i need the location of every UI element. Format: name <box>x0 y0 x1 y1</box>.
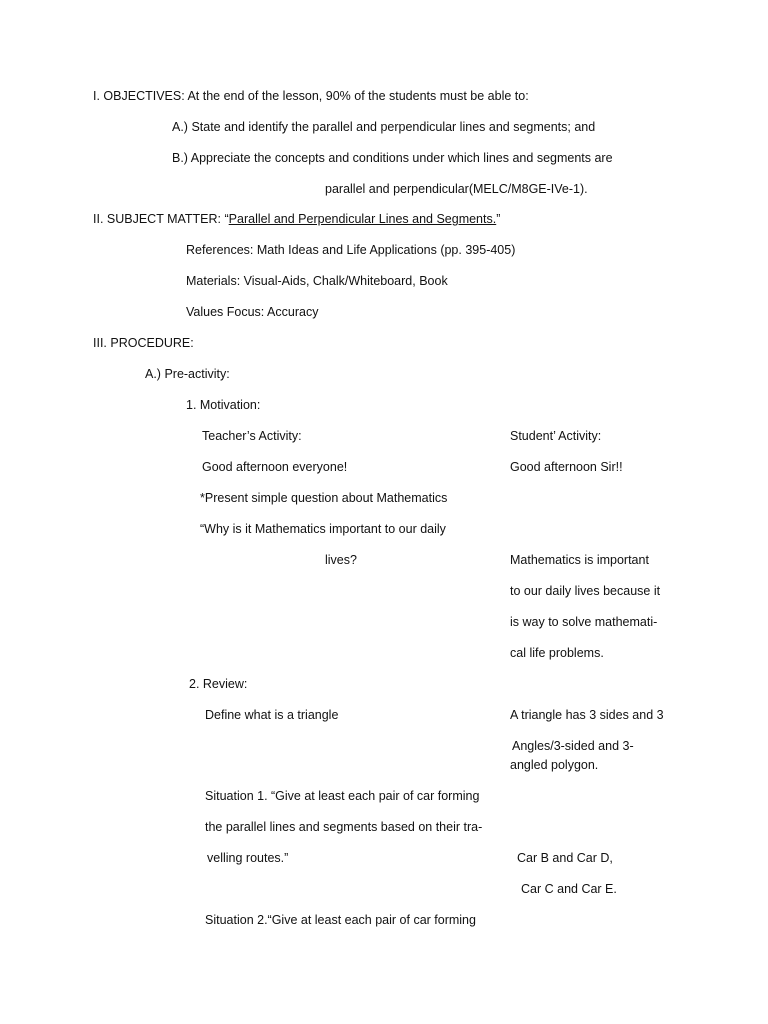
subject-matter-prefix: II. SUBJECT MATTER: “ <box>93 212 229 226</box>
teacher-present-question: *Present simple question about Mathematics <box>200 491 448 505</box>
student-answer-line: cal life problems. <box>510 646 604 660</box>
subject-matter-title: Parallel and Perpendicular Lines and Segments. <box>228 212 497 226</box>
student-answer-line: to our daily lives because it <box>510 584 661 598</box>
materials-line: Materials: Visual-Aids, Chalk/Whiteboard, Book <box>186 274 448 288</box>
situation1-line: velling routes.” <box>207 851 289 865</box>
situation1-line: Situation 1. “Give at least each pair of car forming <box>205 789 480 803</box>
teacher-define-triangle: Define what is a triangle <box>205 708 339 722</box>
student-triangle-answer-line: Angles/3-sided and 3- <box>512 739 634 753</box>
subject-matter-heading <box>93 211 500 227</box>
pre-activity-heading: A.) Pre-activity: <box>145 367 230 381</box>
values-focus-line: Values Focus: Accuracy <box>186 305 319 319</box>
situation2-line: Situation 2.“Give at least each pair of car forming <box>205 913 476 927</box>
student-greeting: Good afternoon Sir!! <box>510 460 623 474</box>
references-line: References: Math Ideas and Life Applications (pp. 395-405) <box>186 243 516 257</box>
objective-a: A.) State and identify the parallel and perpendicular lines and segments; and <box>172 120 596 134</box>
situation1-line: the parallel lines and segments based on their tra- <box>205 820 483 834</box>
review-heading: 2. Review: <box>189 677 248 691</box>
objective-b-line2: parallel and perpendicular(MELC/M8GE-IVe-1). <box>325 182 588 196</box>
teacher-greeting: Good afternoon everyone! <box>202 460 348 474</box>
situation1-answer-line: Car C and Car E. <box>521 882 617 896</box>
teacher-question-line1: “Why is it Mathematics important to our daily <box>200 522 446 536</box>
teacher-question-line2: lives? <box>325 553 357 567</box>
procedure-heading: III. PROCEDURE: <box>93 336 194 350</box>
student-activity-header: Student’ Activity: <box>510 429 602 443</box>
motivation-heading: 1. Motivation: <box>186 398 261 412</box>
objectives-heading: I. OBJECTIVES: At the end of the lesson, 90% of the students must be able to: <box>93 89 529 103</box>
student-triangle-answer-line: angled polygon. <box>510 758 599 772</box>
situation1-answer-line: Car B and Car D, <box>517 851 613 865</box>
student-answer-line: Mathematics is important <box>510 553 649 567</box>
teacher-activity-header: Teacher’s Activity: <box>202 429 302 443</box>
objective-b-line1: B.) Appreciate the concepts and conditions under which lines and segments are <box>172 151 613 165</box>
student-answer-line: is way to solve mathemati- <box>510 615 658 629</box>
subject-matter-suffix: ” <box>496 212 501 226</box>
student-triangle-answer-line: A triangle has 3 sides and 3 <box>510 708 664 722</box>
